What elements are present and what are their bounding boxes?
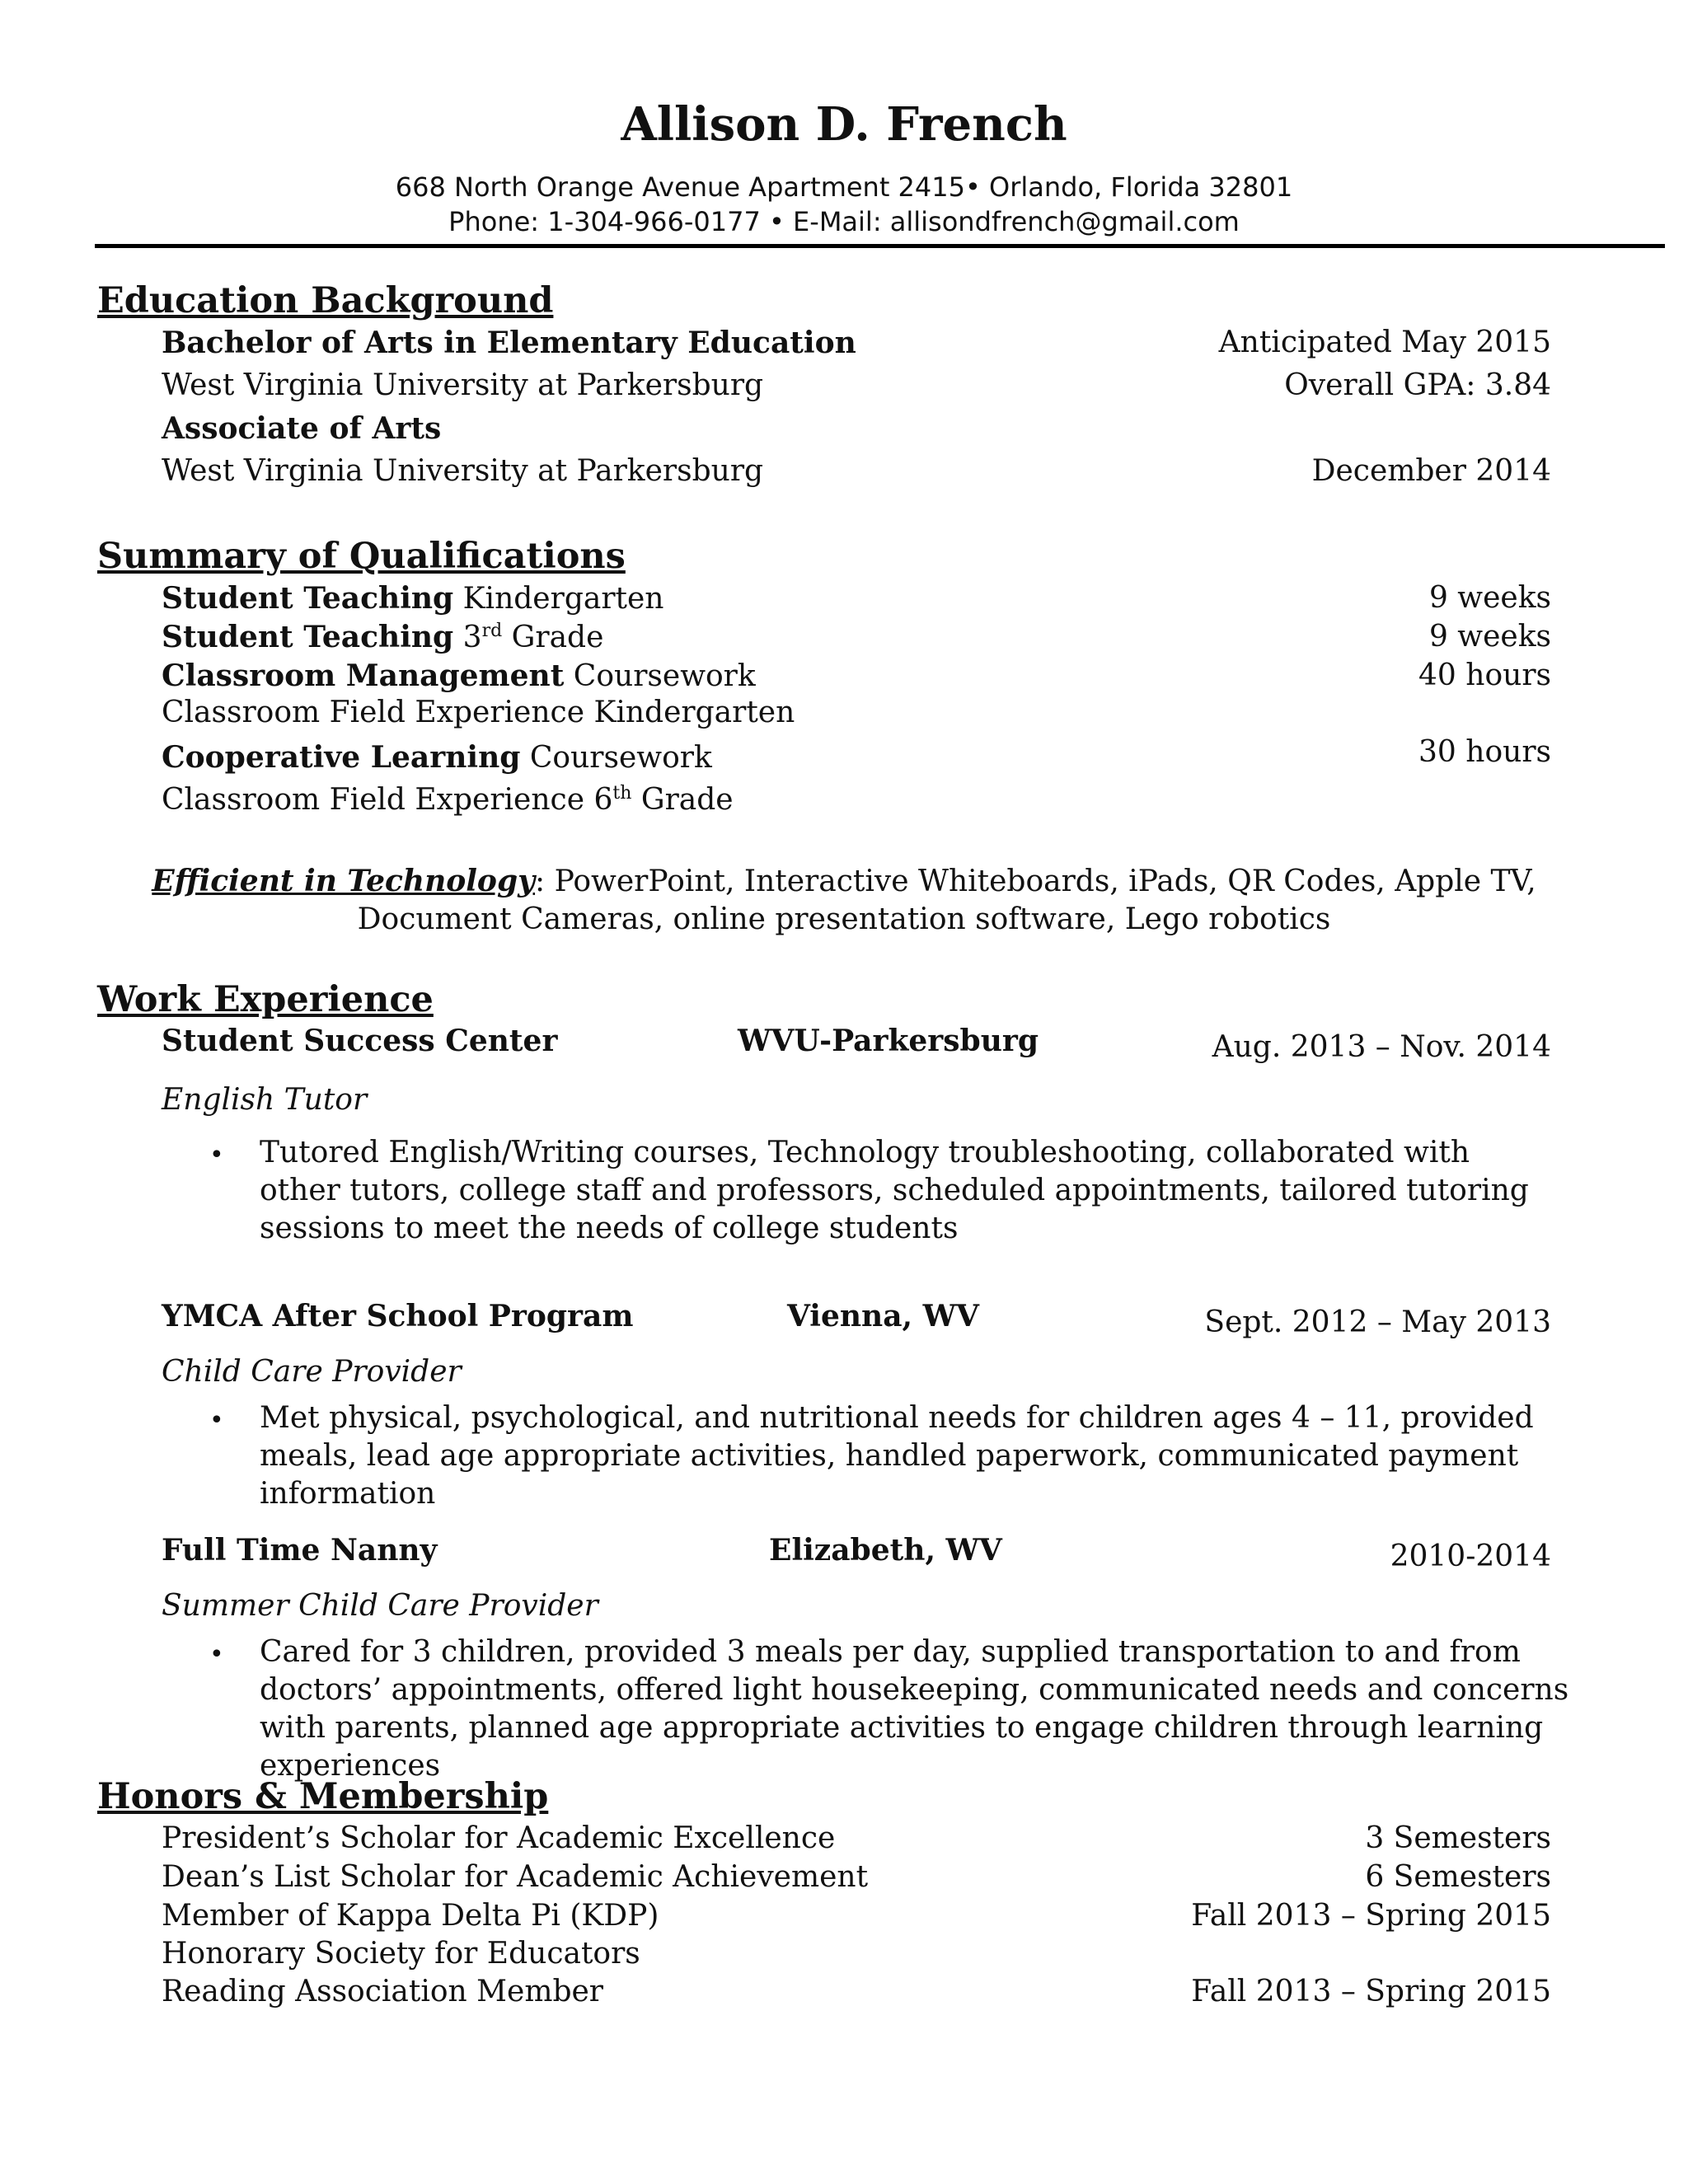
job-description: Tutored English/Writing courses, Technology troubleshooting, collaborated with other tutors, college staff and professors, scheduled appointments, tailored tutoring sessions to meet the needs of college students <box>260 1136 1529 1245</box>
job-location: Elizabeth, WV <box>769 1533 1002 1568</box>
qualification-value: 9 weeks <box>1428 581 1551 615</box>
technology-list: : PowerPoint, Interactive Whiteboards, iPads, QR Codes, Apple TV, <box>535 865 1536 898</box>
qualification-value: 30 hours <box>1418 735 1551 769</box>
address-line: 668 North Orange Avenue Apartment 2415• Orlando, Florida 32801 <box>395 171 1293 203</box>
school-bachelor: West Virginia University at Parkersburg <box>162 368 764 402</box>
qualification-item <box>162 620 603 654</box>
job-organization: Full Time Nanny <box>162 1533 438 1568</box>
job-dates: Sept. 2012 – May 2013 <box>1204 1305 1551 1339</box>
gpa: Overall GPA: 3.84 <box>1284 368 1551 402</box>
qualification-item <box>162 740 712 775</box>
qualification-item: Classroom Field Experience Kindergarten <box>162 696 795 729</box>
qualifications-heading: Summary of Qualifications <box>97 536 626 577</box>
resume-name: Allison D. French <box>621 97 1067 152</box>
honor-value: Fall 2013 – Spring 2015 <box>1191 1899 1551 1933</box>
work-heading: Work Experience <box>97 979 434 1020</box>
qualification-value: 9 weeks <box>1428 620 1551 654</box>
honor-item: Dean’s List Scholar for Academic Achievement <box>162 1860 869 1894</box>
qualification-text: Grade <box>631 783 734 817</box>
qualification-bold: Student Teaching <box>162 581 454 616</box>
qualification-bold: Classroom Management <box>162 658 565 693</box>
technology-line-1 <box>0 864 1688 898</box>
honors-heading: Honors & Membership <box>97 1776 549 1817</box>
bullet-icon: • <box>209 1640 224 1669</box>
honor-item: Honorary Society for Educators <box>162 1937 640 1971</box>
job-location: Vienna, WV <box>787 1299 979 1333</box>
qualification-text: Grade <box>502 621 604 654</box>
job-location: WVU-Parkersburg <box>738 1024 1039 1058</box>
technology-line-2: Document Cameras, online presentation software, Lego robotics <box>357 902 1331 936</box>
ordinal-suffix: th <box>612 783 632 804</box>
bullet-icon: • <box>209 1141 224 1169</box>
honor-item: Member of Kappa Delta Pi (KDP) <box>162 1899 659 1933</box>
degree-bachelor: Bachelor of Arts in Elementary Education <box>162 326 856 360</box>
qualification-item <box>162 581 664 616</box>
honor-item: Reading Association Member <box>162 1975 604 2008</box>
honor-item: President’s Scholar for Academic Excellence <box>162 1821 836 1855</box>
job-dates: Aug. 2013 – Nov. 2014 <box>1212 1030 1551 1064</box>
qualification-value: 40 hours <box>1418 658 1551 692</box>
qualification-text: 3 <box>453 621 482 654</box>
qualification-item <box>162 658 756 693</box>
qualification-text: Coursework <box>520 741 712 775</box>
bullet-icon: • <box>209 1406 224 1435</box>
honor-value: 6 Semesters <box>1365 1860 1551 1894</box>
degree-associate: Associate of Arts <box>162 411 442 446</box>
ordinal-suffix: rd <box>481 621 503 641</box>
qualification-bold: Student Teaching <box>162 620 454 654</box>
job-description: Cared for 3 children, provided 3 meals per day, supplied transportation to and from doctors’ appointments, offered light housekeeping, communicated needs and concerns with parents, planned age appropriate activities to engage children through learning experiences <box>260 1635 1569 1783</box>
honor-value: 3 Semesters <box>1365 1821 1551 1855</box>
technology-label: Efficient in Technology <box>152 864 536 898</box>
education-heading: Education Background <box>97 280 554 321</box>
qualification-text: Classroom Field Experience 6 <box>162 783 613 817</box>
qualification-text: Kindergarten <box>453 582 664 616</box>
qualification-bold: Cooperative Learning <box>162 740 521 775</box>
phone-email-line: Phone: 1-304-966-0177 • E-Mail: allisondfrench@gmail.com <box>448 206 1240 237</box>
qualification-text: Coursework <box>564 659 756 693</box>
job-organization: Student Success Center <box>162 1024 558 1058</box>
job-title: Child Care Provider <box>162 1355 462 1389</box>
job-title: Summer Child Care Provider <box>162 1589 598 1623</box>
honor-value: Fall 2013 – Spring 2015 <box>1191 1975 1551 2008</box>
job-dates: 2010-2014 <box>1390 1540 1551 1573</box>
school-associate: West Virginia University at Parkersburg <box>162 454 764 488</box>
degree-associate-date: December 2014 <box>1311 454 1551 488</box>
job-title: English Tutor <box>162 1083 368 1117</box>
job-organization: YMCA After School Program <box>162 1299 634 1333</box>
degree-bachelor-date: Anticipated May 2015 <box>1218 326 1551 359</box>
header-divider <box>95 244 1665 248</box>
qualification-item <box>162 783 734 817</box>
job-description: Met physical, psychological, and nutritional needs for children ages 4 – 11, provided meals, lead age appropriate activities, handled paperwork, communicated payment information <box>260 1401 1534 1511</box>
